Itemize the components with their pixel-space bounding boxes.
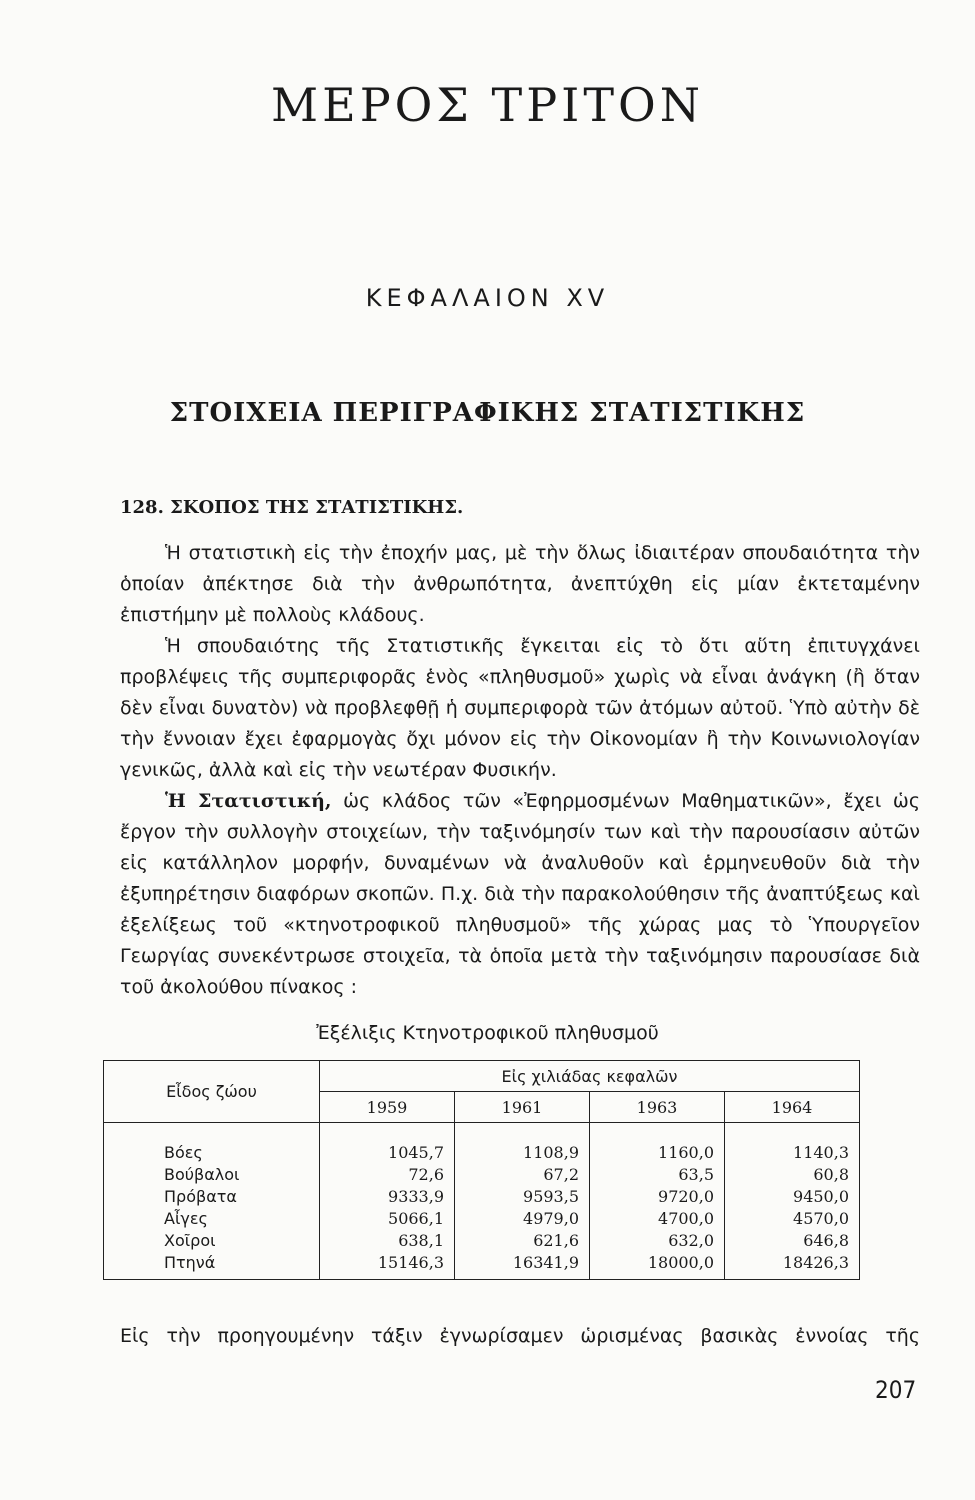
table-row xyxy=(104,1185,860,1207)
year-header: 1959 xyxy=(320,1092,455,1123)
animal-kind: Βούβαλοι xyxy=(104,1163,320,1185)
animal-kind: Πτηνά xyxy=(104,1251,320,1280)
table-row xyxy=(104,1207,860,1229)
value-cell: 63,5 xyxy=(590,1163,725,1185)
animal-kind: Χοῖροι xyxy=(104,1229,320,1251)
value-cell: 621,6 xyxy=(455,1229,590,1251)
value-cell: 72,6 xyxy=(320,1163,455,1185)
value-cell: 9720,0 xyxy=(590,1185,725,1207)
value-cell: 9593,5 xyxy=(455,1185,590,1207)
animal-kind: Πρόβατα xyxy=(104,1185,320,1207)
year-header: 1963 xyxy=(590,1092,725,1123)
animal-kind: Βόες xyxy=(104,1123,320,1164)
paragraph-2: Ἡ σπουδαιότης τῆς Στατιστικῆς ἔγκειται εἰς τὸ ὅτι αὕτη ἐπιτυγχάνει προβλέψεις τῆς συμπεριφορᾶς ἑνὸς «πληθυσμοῦ» χωρὶς νὰ εἶναι ἀνάγκη (ἢ ὅταν δὲν εἶναι δυνατὸν) νὰ προβλεφθῇ ἡ συμπεριφορὰ τῶν ἀτόμων αὐτοῦ. Ὑπὸ αὐτὴν δὲ τὴν ἔννοιαν ἔχει ἐφαρμογὰς ὄχι μόνον εἰς τὴν Οἰκονομίαν ἢ τὴν Κοινωνιολογίαν γενικῶς, ἀλλὰ καὶ εἰς τὴν νεωτέραν Φυσικήν. xyxy=(120,635,920,781)
paragraph-3 xyxy=(120,786,920,1003)
value-cell: 632,0 xyxy=(590,1229,725,1251)
paragraph-3-lead: Ἡ Στατιστική, xyxy=(165,790,332,812)
closing-line: Εἰς τὴν προηγουμένην τάξιν ἐγνωρίσαμεν ὡρισμένας βασικὰς ἐννοίας τῆς xyxy=(120,1325,920,1347)
animal-kind: Αἶγες xyxy=(104,1207,320,1229)
paragraph-3-body: ὡς κλάδος τῶν «Ἐφηρμοσμένων Μαθηματικῶν», ἔχει ὡς ἔργον τὴν συλλογὴν στοιχείων, τὴν ταξινόμησίν των καὶ τὴν παρουσίασιν αὐτῶν εἰς κατάλληλον μορφήν, δυναμένων νὰ ἀναλυθοῦν καὶ ἑρμηνευθοῦν διὰ τὴν ἐξυπηρέτησιν διαφόρων σκοπῶν. Π.χ. διὰ τὴν παρακολούθησιν τῆς ἀναπτύξεως καὶ ἐξελίξεως τοῦ «κτηνοτροφικοῦ πληθυσμοῦ» τῆς χώρας μας τὸ Ὑπουργεῖον Γεωργίας συνεκέντρωσε στοιχεῖα, τὰ ὁποῖα μετὰ τὴν ταξινόμησιν παρουσίασε διὰ τοῦ ἀκολούθου πίνακος : xyxy=(120,790,920,998)
table-row xyxy=(104,1163,860,1185)
value-cell: 15146,3 xyxy=(320,1251,455,1280)
year-header: 1964 xyxy=(725,1092,860,1123)
table-row xyxy=(104,1123,860,1164)
table-caption: Ἐξέλιξις Κτηνοτροφικοῦ πληθυσμοῦ xyxy=(316,1022,659,1044)
value-cell: 1108,9 xyxy=(455,1123,590,1164)
value-cell: 9333,9 xyxy=(320,1185,455,1207)
kind-column-header: Εἶδος ζώου xyxy=(104,1061,320,1123)
value-cell: 1160,0 xyxy=(590,1123,725,1164)
value-cell: 4700,0 xyxy=(590,1207,725,1229)
value-cell: 18426,3 xyxy=(725,1251,860,1280)
section-heading: 128. ΣΚΟΠΟΣ ΤΗΣ ΣΤΑΤΙΣΤΙΚΗΣ. xyxy=(120,497,464,518)
value-cell: 60,8 xyxy=(725,1163,860,1185)
value-cell: 16341,9 xyxy=(455,1251,590,1280)
paragraph-1: Ἡ στατιστικὴ εἰς τὴν ἐποχήν μας, μὲ τὴν ὅλως ἰδιαιτέραν σπουδαιότητα τὴν ὁποίαν ἀπέκτησε διὰ τὴν ἀνθρωπότητα, ἀνεπτύχθη εἰς μίαν ἐκτεταμένην ἐπιστήμην μὲ πολλοὺς κλάδους. xyxy=(120,542,920,626)
value-cell: 4979,0 xyxy=(455,1207,590,1229)
value-cell: 1140,3 xyxy=(725,1123,860,1164)
table-row xyxy=(104,1251,860,1280)
body-text xyxy=(120,538,920,1003)
value-cell: 9450,0 xyxy=(725,1185,860,1207)
value-cell: 18000,0 xyxy=(590,1251,725,1280)
year-header: 1961 xyxy=(455,1092,590,1123)
value-cell: 646,8 xyxy=(725,1229,860,1251)
value-cell: 4570,0 xyxy=(725,1207,860,1229)
chapter-label: ΚΕΦΑΛΑΙΟΝ XV xyxy=(365,284,610,312)
value-cell: 5066,1 xyxy=(320,1207,455,1229)
value-cell: 67,2 xyxy=(455,1163,590,1185)
table-row xyxy=(104,1229,860,1251)
value-cell: 1045,7 xyxy=(320,1123,455,1164)
group-column-header: Εἰς χιλιάδας κεφαλῶν xyxy=(320,1061,860,1092)
livestock-table xyxy=(103,1060,860,1280)
value-cell: 638,1 xyxy=(320,1229,455,1251)
page-number: 207 xyxy=(875,1376,917,1404)
part-title: ΜΕΡΟΣ ΤΡΙΤΟΝ xyxy=(271,78,704,132)
chapter-title: ΣΤΟΙΧΕΙΑ ΠΕΡΙΓΡΑΦΙΚΗΣ ΣΤΑΤΙΣΤΙΚΗΣ xyxy=(169,398,806,428)
